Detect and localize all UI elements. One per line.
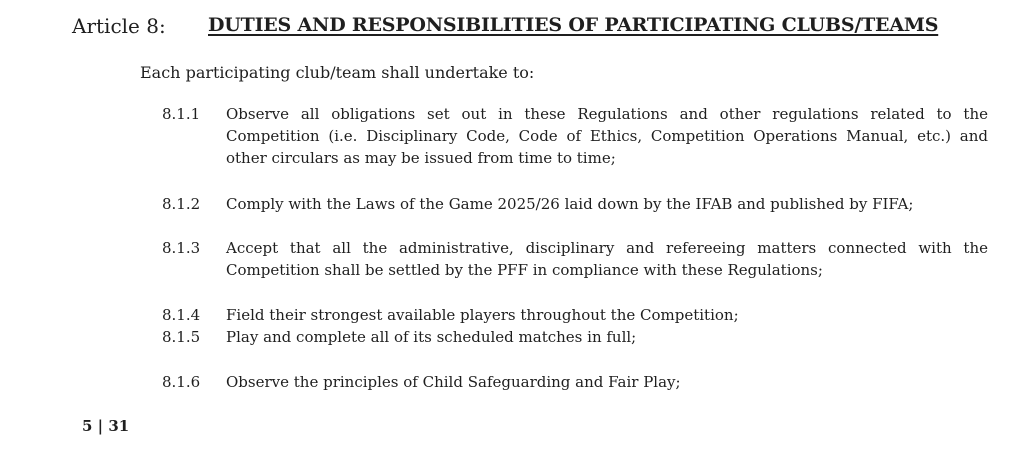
clause-number: 8.1.2 (162, 195, 201, 213)
article-title: DUTIES AND RESPONSIBILITIES OF PARTICIPATING CLUBS/TEAMS (208, 14, 939, 36)
clause-line: Field their strongest available players throughout the Competition; (226, 306, 739, 324)
clause-line: other circulars as may be issued from time to time; (226, 149, 616, 167)
clause-line: Competition (i.e. Disciplinary Code, Code of Ethics, Competition Operations Manual, etc.) and (226, 127, 988, 145)
page-number: 5 | 31 (82, 417, 130, 435)
clause-number: 8.1.1 (162, 105, 201, 123)
intro-paragraph: Each participating club/team shall undertake to: (140, 63, 535, 82)
clause-text (226, 237, 988, 281)
clause-number: 8.1.5 (162, 328, 201, 346)
clause-line: Comply with the Laws of the Game 2025/26 laid down by the IFAB and published by FIFA; (226, 195, 914, 213)
clause-line: Play and complete all of its scheduled matches in full; (226, 328, 637, 346)
clause-number: 8.1.6 (162, 373, 201, 391)
clause-line: Competition shall be settled by the PFF in compliance with these Regulations; (226, 261, 823, 279)
clause-text (226, 193, 988, 215)
clause-text (226, 103, 988, 169)
article-label: Article 8: (72, 14, 166, 38)
clause-line: Accept that all the administrative, disciplinary and refereeing matters connected with the (226, 239, 988, 257)
clause-number: 8.1.4 (162, 306, 201, 324)
clause-line: Observe all obligations set out in these Regulations and other regulations related to the (226, 105, 988, 123)
clause-text (226, 371, 988, 393)
clause-line: Observe the principles of Child Safeguarding and Fair Play; (226, 373, 681, 391)
clause-text (226, 304, 988, 326)
clause-text (226, 326, 988, 348)
clause-number: 8.1.3 (162, 239, 201, 257)
